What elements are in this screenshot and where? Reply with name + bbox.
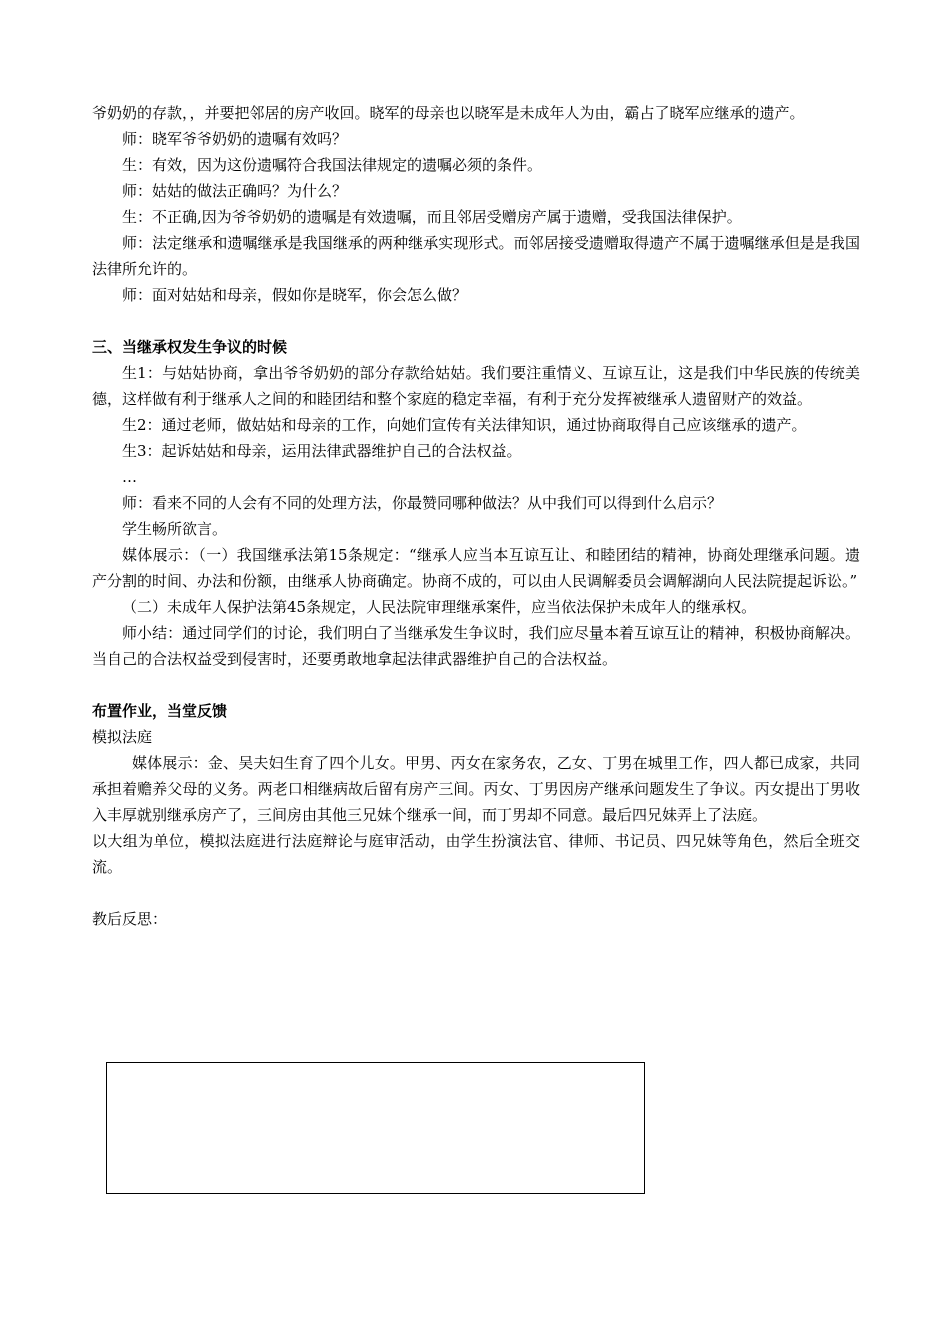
paragraph: 师：面对姑姑和母亲，假如你是晓军，你会怎么做？	[122, 286, 468, 304]
paragraph: 生1：与姑姑协商，拿出爷爷奶奶的部分存款给姑姑。我们要注重情义、互谅互让，这是我们中华民族的传统美德，这样做有利于继承人之间的和睦团结和整个家庭的稳定幸福，有利于充分发挥被继承人遗留财产的效益。	[92, 364, 860, 408]
paragraph: 生2：通过老师，做姑姑和母亲的工作，向她们宣传有关法律知识，通过协商取得自己应该继承的遗产。	[122, 416, 807, 434]
reflection-box	[106, 1062, 645, 1194]
paragraph: 生：有效，因为这份遗嘱符合我国法律规定的遗嘱必须的条件。	[122, 156, 543, 174]
paragraph: 生3：起诉姑姑和母亲，运用法律武器维护自己的合法权益。	[122, 442, 522, 460]
section-heading: 三、当继承权发生争议的时候	[92, 338, 288, 356]
paragraph: 以大组为单位，模拟法庭进行法庭辩论与庭审活动，由学生扮演法官、律师、书记员、四兄妹等角色，然后全班交流。	[92, 832, 860, 876]
paragraph: 媒体展示：金、吴夫妇生育了四个儿女。甲男、丙女在家务农，乙女、丁男在城里工作，四人都已成家，共同承担着赡养父母的义务。两老口相继病故后留有房产三间。丙女、丁男因房产继承问题发生了争议。丙女提出丁男收入丰厚就别继承房产了，三间房由其他三兄妹个继承一间，而丁男却不同意。最后四兄妹弄上了法庭。	[92, 754, 860, 824]
paragraph: 师：姑姑的做法正确吗？为什么？	[122, 182, 348, 200]
section-heading: 布置作业，当堂反馈	[92, 702, 228, 720]
subheading: 模拟法庭	[92, 728, 153, 746]
paragraph: 师：晓军爷爷奶奶的遗嘱有效吗？	[122, 130, 348, 148]
paragraph: 师：看来不同的人会有不同的处理方法，你最赞同哪种做法？从中我们可以得到什么启示？	[122, 494, 723, 512]
paragraph: 生：不正确,因为爷爷奶奶的遗嘱是有效遗嘱，而且邻居受赠房产属于遗赠，受我国法律保护。	[122, 208, 742, 226]
paragraph: （二）未成年人保护法第45条规定，人民法院审理继承案件，应当依法保护未成年人的继承权。	[122, 598, 757, 616]
paragraph: 学生畅所欲言。	[122, 520, 228, 538]
paragraph: …	[122, 468, 137, 486]
paragraph: 爷奶奶的存款，，并要把邻居的房产收回。晓军的母亲也以晓军是未成年人为由，霸占了晓军应继承的遗产。	[92, 104, 805, 122]
spacer	[92, 880, 860, 906]
reflection-label: 教后反思：	[92, 910, 168, 928]
paragraph: 师小结：通过同学们的讨论，我们明白了当继承发生争议时，我们应尽量本着互谅互让的精神，积极协商解决。当自己的合法权益受到侵害时，还要勇敢地拿起法律武器维护自己的合法权益。	[92, 624, 860, 668]
paragraph: 媒体展示：（一）我国继承法第15条规定：“继承人应当本互谅互让、和睦团结的精神，协商处理继承问题。遗产分割的时间、办法和份额，由继承人协商确定。协商不成的，可以由人民调解委员会调解湖向人民法院提起诉讼。”	[92, 546, 860, 590]
document-page	[92, 100, 860, 932]
paragraph: 师：法定继承和遗嘱继承是我国继承的两种继承实现形式。而邻居接受遗赠取得遗产不属于遗嘱继承但是是我国法律所允许的。	[92, 234, 860, 278]
